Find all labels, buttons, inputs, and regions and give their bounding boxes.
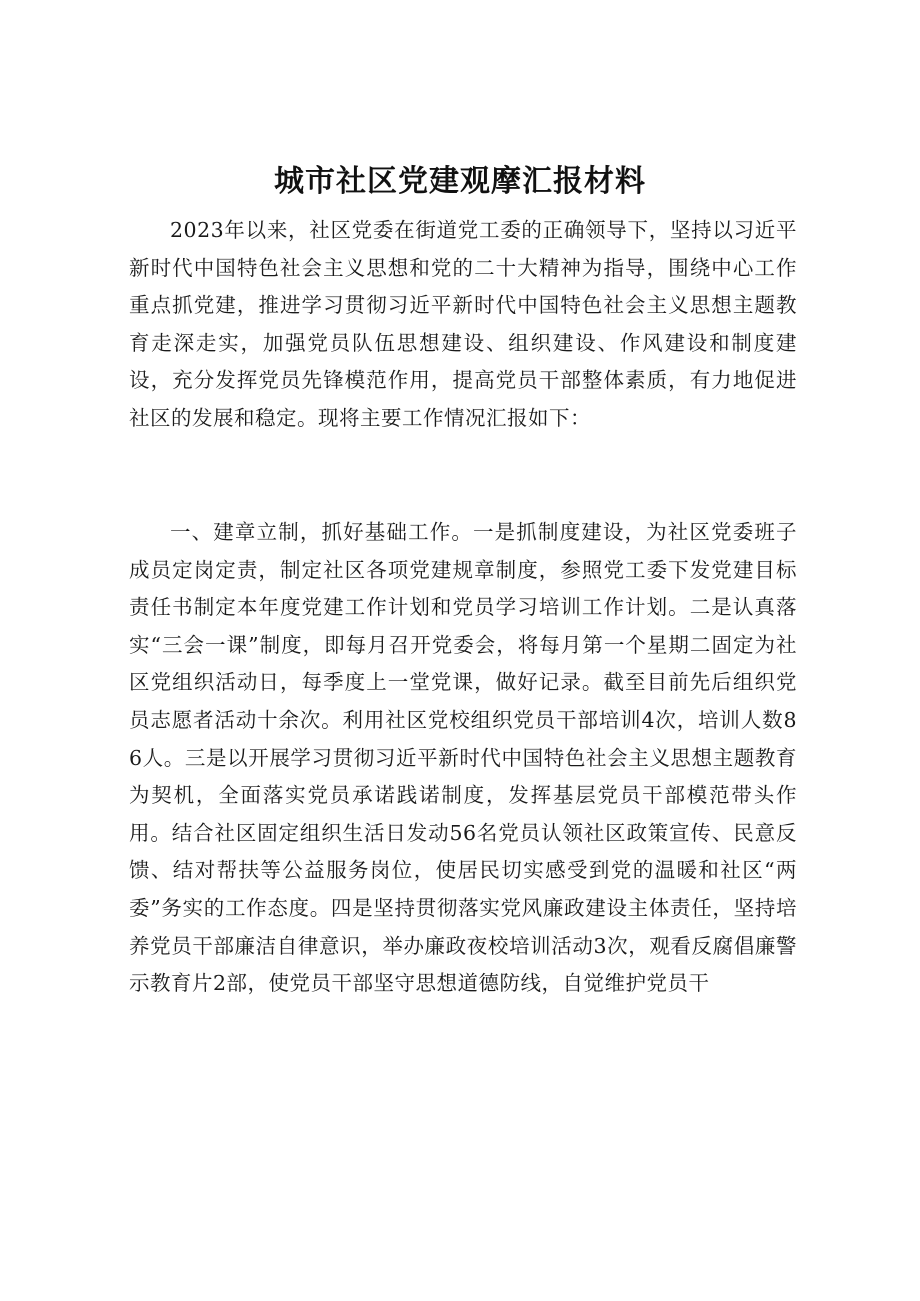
paragraph-intro: 2023年以来，社区党委在街道党工委的正确领导下，坚持以习近平新时代中国特色社会主义思想和党的二十大精神为指导，围绕中心工作重点抓党建，推进学习贯彻习近平新时代中国特色社会主义思想主题教育走深走实，加强党员队伍思想建设、组织建设、作风建设和制度建设，充分发挥党员先锋模范作用，提高党员干部整体素质，有力地促进社区的发展和稳定。现将主要工作情况汇报如下：	[129, 218, 797, 430]
document-title: 城市社区党建观摩汇报材料	[274, 164, 646, 199]
paragraph-section-one: 一、建章立制，抓好基础工作。一是抓制度建设，为社区党委班子成员定岗定责，制定社区各项党建规章制度，参照党工委下发党建目标责任书制定本年度党建工作计划和党员学习培训工作计划。二是认真落实“三会一课”制度，即每月召开党委会，将每月第一个星期二固定为社区党组织活动日，每季度上一堂党课，做好记录。截至目前先后组织党员志愿者活动十余次。利用社区党校组织党员干部培训4次，培训人数86人。三是以开展学习贯彻习近平新时代中国特色社会主义思想主题教育为契机，全面落实党员承诺践诺制度，发挥基层党员干部模范带头作用。结合社区固定组织生活日发动56名党员认领社区政策宣传、民意反馈、结对帮扶等公益服务岗位，使居民切实感受到党的温暖和社区“两委”务实的工作态度。四是坚持贯彻落实党风廉政建设主体责任，坚持培养党员干部廉洁自律意识，举办廉政夜校培训活动3次，观看反腐倡廉警示教育片2部，使党员干部坚守思想道德防线，自觉维护党员干	[129, 520, 797, 996]
